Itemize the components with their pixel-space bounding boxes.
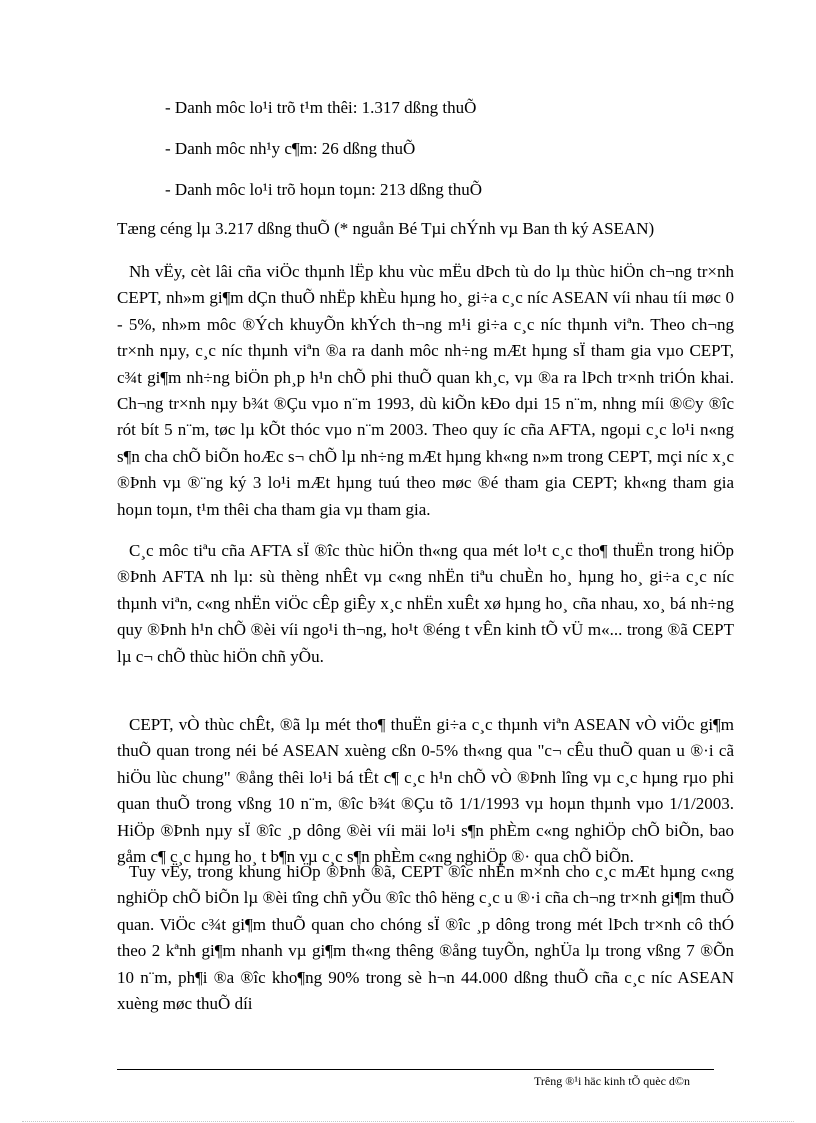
footer-divider	[117, 1069, 714, 1070]
paragraph-cept-essence: CEPT, vÒ thùc chÊt, ®ã lµ mét tho¶ thuËn gi÷a c¸c thµnh viªn ASEAN vÒ viÖc gi¶m thuÕ quan trong néi bé ASEAN xuèng cßn 0-5% th«ng qua "c¬ cÊu thuÕ quan u ®·i cã hiÖu lùc chung" ®ång thêi lo¹i bá tÊt c¶ c¸c h¹n chÕ vÒ ®Þnh lîng vµ c¸c hµng rµo phi quan thuÕ trong vßng 10 n¨m, ®îc b¾t ®Çu tõ 1/1/1993 vµ hoµn thµnh vµo 1/1/2003. HiÖp ®Þnh nµy sÏ ®îc ¸p dông ®èi víi mäi lo¹i s¶n phÈm c«ng nghiÖp chÕ biÕn, bao gåm c¶ c¸c hµng ho¸ t b¶n vµ c¸c s¶n phÈm c«ng nghiÖp ®· qua chÕ biÕn.	[117, 715, 734, 867]
list-item-temporary-exclusion: - Danh môc lo¹i trõ t¹m thêi: 1.317 dßng thuÕ	[165, 98, 477, 117]
paragraph-cept-overview: Nh vËy, cèt lâi cña viÖc thµnh lËp khu vùc mËu dÞch tù do lµ thùc hiÖn ch¬ng tr×nh CEPT, nh»m gi¶m dÇn thuÕ nhËp khÈu hµng ho¸ gi÷a c¸c níc ASEAN víi nhau tíi møc 0 - 5%, nh»m môc ®Ých khuyÕn khÝch th¬ng m¹i gi÷a c¸c níc thµnh viªn. Theo ch¬ng tr×nh nµy, c¸c níc thµnh viªn ®a ra danh môc nh÷ng mÆt hµng sÏ tham gia vµo CEPT, c¾t gi¶m nh÷ng biÖn ph¸p h¹n chÕ phi thuÕ quan kh¸c, vµ ®a ra lÞch tr×nh triÓn khai. Ch¬ng tr×nh nµy b¾t ®Çu vµo n¨m 1993, dù kiÕn kÐo dµi 15 n¨m, nhng míi ®©y ®îc rót bít 5 n¨m, tøc lµ kÕt thóc vµo n¨m 2003. Theo quy íc cña AFTA, ngoµi c¸c lo¹i n«ng s¶n cha chÕ biÕn hoÆc s¬ chÕ lµ nh÷ng mÆt hµng kh«ng n»m trong CEPT, mçi níc x¸c ®Þnh vµ ®¨ng ký 3 lo¹i mÆt hµng tuú theo møc ®é tham gia CEPT; kh«ng tham gia hoµn toµn, t¹m thêi cha tham gia vµ tham gia.	[117, 262, 734, 519]
paragraph-afta-goals: C¸c môc tiªu cña AFTA sÏ ®îc thùc hiÖn th«ng qua mét lo¹t c¸c tho¶ thuËn trong hiÖp ®Þnh AFTA nh lµ: sù thèng nhÊt vµ c«ng nhËn tiªu chuÈn ho¸ hµng ho¸ gi÷a c¸c níc thµnh viªn, c«ng nhËn viÖc cÊp giÊy x¸c nhËn xuÊt xø hµng ho¸ cña nhau, xo¸ bá nh÷ng quy ®Þnh h¹n chÕ ®èi víi ngo¹i th¬ng, ho¹t ®éng t vÊn kinh tÕ vÜ m«... trong ®ã CEPT lµ c¬ chÕ thùc hiÖn chñ yÕu.	[117, 541, 734, 666]
list-item-general-exclusion: - Danh môc lo¹i trõ hoµn toµn: 213 dßng thuÕ	[165, 180, 482, 199]
total-line: Tæng céng lµ 3.217 dßng thuÕ (* nguån Bé Tµi chÝnh vµ Ban th ký ASEAN)	[117, 219, 655, 238]
paragraph-tariff-reduction: Tuy vËy, trong khung hiÖp ®Þnh ®ã, CEPT ®îc nhËn m×nh cho c¸c mÆt hµng c«ng nghiÖp chÕ biÕn lµ ®èi tîng chñ yÕu ®îc thô hëng c¸c u ®·i cña ch¬ng tr×nh gi¶m thuÕ quan. ViÖc c¾t gi¶m thuÕ quan cho chóng sÏ ®îc ¸p dông trong mét lÞch tr×nh cô thÓ theo 2 kªnh gi¶m nhanh vµ gi¶m th«ng thêng ®ång tuyÕn, nghÜa lµ trong vßng 7 ®Õn 10 n¨m, ph¶i ®a ®îc kho¶ng 90% trong sè h¬n 44.000 dßng thuÕ cña c¸c níc ASEAN xuèng møc thuÕ díi	[117, 862, 734, 1014]
list-item-sensitive: - Danh môc nh¹y c¶m: 26 dßng thuÕ	[165, 139, 416, 158]
page-footer: Trêng ®¹i häc kinh tÕ quèc d©n	[534, 1074, 691, 1088]
page-bottom-edge	[22, 1121, 794, 1122]
